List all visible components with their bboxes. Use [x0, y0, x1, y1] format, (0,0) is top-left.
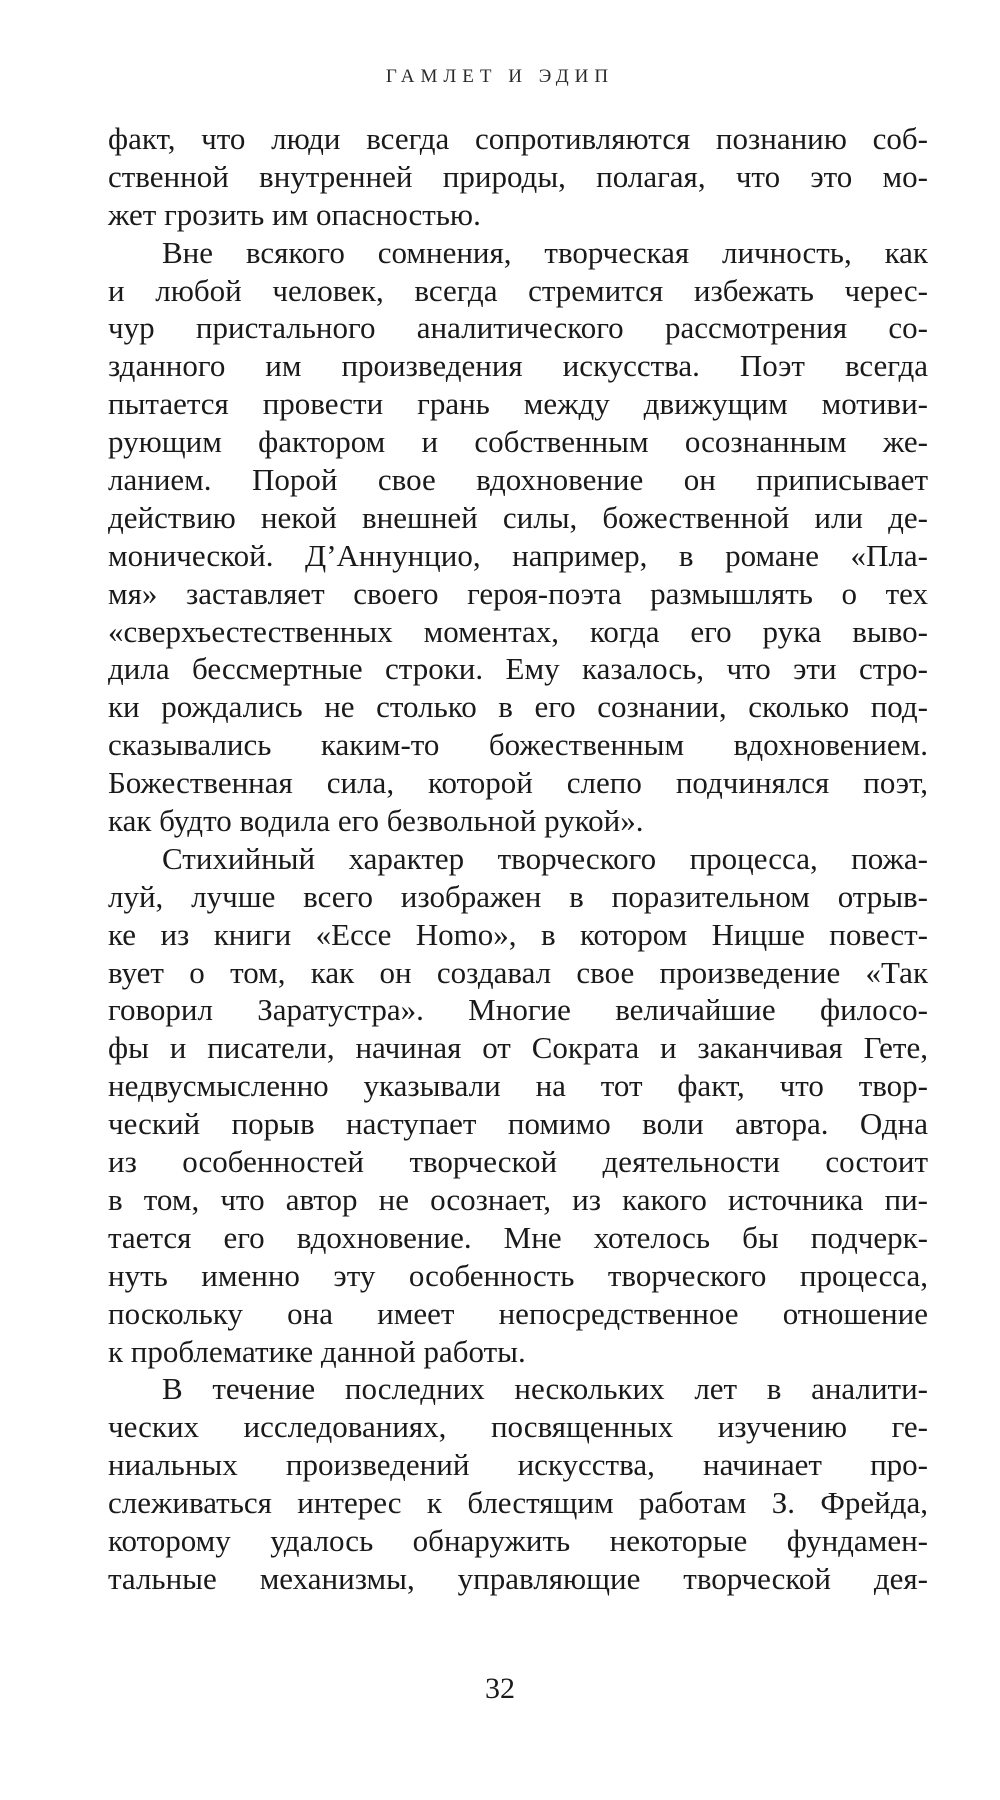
text-line: зданного им произведения искусства. Поэт всегда [108, 348, 928, 384]
paragraph-first-line: Вне всякого сомнения, творческая личность, как [162, 234, 928, 270]
text-line: мя» заставляет своего героя-поэта размышлять о тех [108, 575, 928, 611]
text-line: из особенностей творческой деятельности состоит [108, 1144, 928, 1180]
text-line: Божественная сила, которой слепо подчинялся поэт, [108, 765, 928, 801]
text-line: как будто водила его безвольной рукой». [108, 803, 644, 839]
body-text [108, 120, 928, 1598]
text-line: жет грозить им опасностью. [108, 196, 481, 232]
text-line: «сверхъестественных моментах, когда его рука выво- [108, 613, 928, 649]
text-line: факт, что люди всегда сопротивляются познанию соб- [108, 121, 928, 156]
text-line: вует о том, как он создавал свое произведение «Так [108, 954, 928, 990]
text-line: поскольку она имеет непосредственное отношение [108, 1295, 928, 1331]
text-line: говорил Заратустра». Многие величайшие филосо- [108, 992, 928, 1028]
text-line: в том, что автор не осознает, из какого источника пи- [108, 1181, 928, 1217]
text-line: монической. Д’Аннунцио, например, в романе «Пла- [108, 537, 928, 573]
text-line: чур пристального аналитического рассмотрения со- [108, 310, 928, 346]
text-line: пытается провести грань между движущим мотиви- [108, 386, 928, 422]
running-header: ГАМЛЕТ И ЭДИП [385, 66, 615, 87]
text-line: тальные механизмы, управляющие творческой дея- [108, 1560, 928, 1596]
text-line: рующим фактором и собственным осознанным же- [108, 424, 928, 460]
text-line: ки рождались не столько в его сознании, сколько под- [108, 689, 928, 725]
text-line: ке из книги «Ecce Homo», в котором Ницше повест- [108, 916, 928, 952]
text-line: действию некой внешней силы, божественной или де- [108, 499, 928, 535]
text-line: дила бессмертные строки. Ему казалось, что эти стро- [108, 651, 928, 687]
text-line: слеживаться интерес к блестящим работам З. Фрейда, [108, 1485, 928, 1521]
text-line: ниальных произведений искусства, начинает про- [108, 1447, 928, 1483]
page-number: 32 [485, 1672, 515, 1705]
paragraph-first-line: В течение последних нескольких лет в аналити- [162, 1371, 928, 1407]
text-line: ственной внутренней природы, полагая, что это мо- [108, 158, 928, 194]
text-line: тается его вдохновение. Мне хотелось бы подчерк- [108, 1219, 928, 1255]
text-line: ланием. Порой свое вдохновение он приписывает [108, 462, 928, 498]
text-line: недвусмысленно указывали на тот факт, что твор- [108, 1068, 928, 1104]
text-line: луй, лучше всего изображен в поразительном отрыв- [108, 878, 928, 914]
text-line: фы и писатели, начиная от Сократа и заканчивая Гете, [108, 1030, 928, 1066]
text-line: к проблематике данной работы. [108, 1333, 526, 1369]
text-line: ческий порыв наступает помимо воли автора. Одна [108, 1106, 928, 1142]
paragraph-first-line: Стихийный характер творческого процесса, пожа- [162, 840, 928, 876]
text-line: сказывались каким-то божественным вдохновением. [108, 727, 928, 763]
text-line: и любой человек, всегда стремится избежать черес- [108, 272, 928, 308]
text-line: которому удалось обнаружить некоторые фундамен- [108, 1522, 928, 1558]
text-line: ческих исследованиях, посвященных изучению ге- [108, 1409, 928, 1445]
text-line: нуть именно эту особенность творческого процесса, [108, 1257, 928, 1293]
